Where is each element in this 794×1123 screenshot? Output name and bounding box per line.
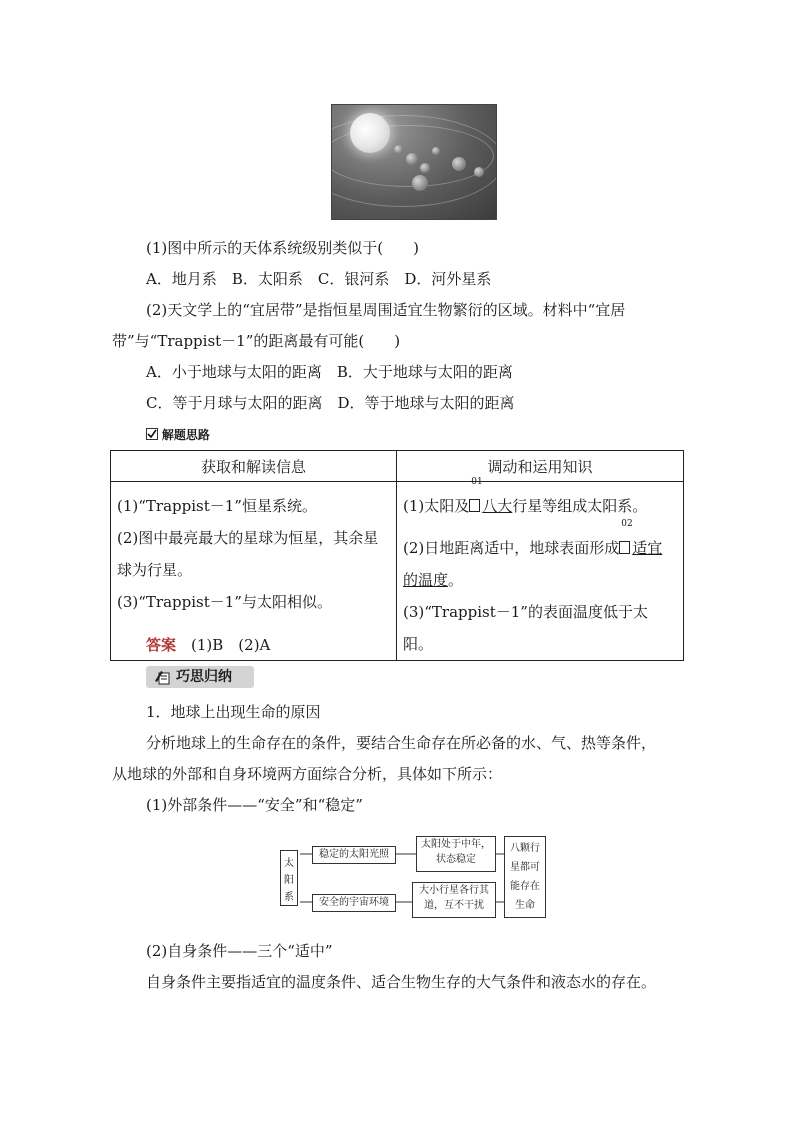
analysis-table <box>110 450 684 661</box>
question-1: (1)图中所示的天体系统级别类似于( ) <box>146 239 419 257</box>
diagram-root <box>280 850 298 906</box>
pen-note-icon <box>154 669 170 685</box>
conditions-diagram <box>280 836 550 920</box>
self-conditions: (2)自身条件——三个“适中” <box>146 942 333 960</box>
summary-heading: 1．地球上出现生命的原因 <box>146 703 321 721</box>
question-2-options-ab: A．小于地球与太阳的距离 B．大于地球与太阳的距离 <box>146 363 513 381</box>
answer-line <box>146 635 270 655</box>
diagram-sunlight-box: 稳定的太阳光照 <box>312 846 396 864</box>
diagram-root-label: 太阳系 <box>284 858 294 903</box>
question-2-line1: (2)天文学上的“宜居带”是指恒星周围适宜生物繁衍的区域。材料中“宜居 <box>146 301 626 319</box>
star-sphere <box>350 113 390 153</box>
table-header-right: 调动和运用知识 <box>397 451 684 482</box>
question-2-options-cd: C．等于月球与太阳的距离 D．等于地球与太阳的距离 <box>146 394 515 412</box>
planet <box>394 145 403 154</box>
table-header-left: 获取和解读信息 <box>111 451 397 482</box>
answer-value: (1)B (2)A <box>191 636 271 654</box>
answer-label: 答案 <box>146 636 177 654</box>
planet <box>420 163 430 173</box>
planetary-system-image <box>331 104 497 220</box>
planet <box>412 175 428 191</box>
table-cell-right <box>397 477 684 661</box>
planet <box>474 167 484 177</box>
solve-label: 解题思路 <box>161 428 210 442</box>
right-item-2-cont: 的温度。 <box>403 571 464 589</box>
checkbox-icon <box>146 428 162 442</box>
blank-marker-01: 01 <box>469 490 482 522</box>
planet <box>452 157 466 171</box>
left-item-2: (2)图中最亮最大的星球为恒星，其余星 <box>117 529 379 547</box>
summary-para-line1: 分析地球上的生命存在的条件，要结合生命存在所必备的水、气、热等条件， <box>146 734 657 752</box>
summary-badge <box>146 666 254 688</box>
table-cell-left <box>111 482 397 661</box>
blank-marker-02: 02 <box>619 532 632 564</box>
external-conditions: (1)外部条件——“安全”和“稳定” <box>146 796 363 814</box>
left-item-2-cont: 球为行星。 <box>117 561 193 579</box>
diagram-sunlight-detail: 太阳处于中年， 状态稳定 <box>416 836 496 872</box>
question-2-line2: 带”与“Trappist－1”的距离最有可能( ) <box>112 332 401 350</box>
planet <box>432 147 440 155</box>
question-1-options: A．地月系 B．太阳系 C．银河系 D．河外星系 <box>146 270 492 288</box>
left-item-3: (3)“Trappist－1”与太阳相似。 <box>117 593 332 611</box>
right-item-2: (2)日地距离适中，地球表面形成 02 适宜 <box>403 532 677 564</box>
summary-badge-label: 巧思归纳 <box>176 669 232 685</box>
planet <box>406 153 418 165</box>
summary-para-line2: 从地球的外部和自身环境两方面综合分析，具体如下所示： <box>112 765 503 783</box>
diagram-environment-detail: 大小行星各行其 道，互不干扰 <box>412 882 496 918</box>
diagram-result-box: 八颗行 星都可 能存在 生命 <box>504 836 546 918</box>
right-item-1: (1)太阳及 01 八大行星等组成太阳系。 <box>403 490 677 522</box>
self-conditions-desc: 自身条件主要指适宜的温度条件、适合生物生存的大气条件和液态水的存在。 <box>146 973 657 991</box>
right-item-3: (3)“Trappist－1”的表面温度低于太阳。 <box>403 603 648 653</box>
left-item-1: (1)“Trappist－1”恒星系统。 <box>117 497 317 515</box>
solve-label-row <box>146 426 210 443</box>
diagram-environment-box: 安全的宇宙环境 <box>312 894 396 912</box>
